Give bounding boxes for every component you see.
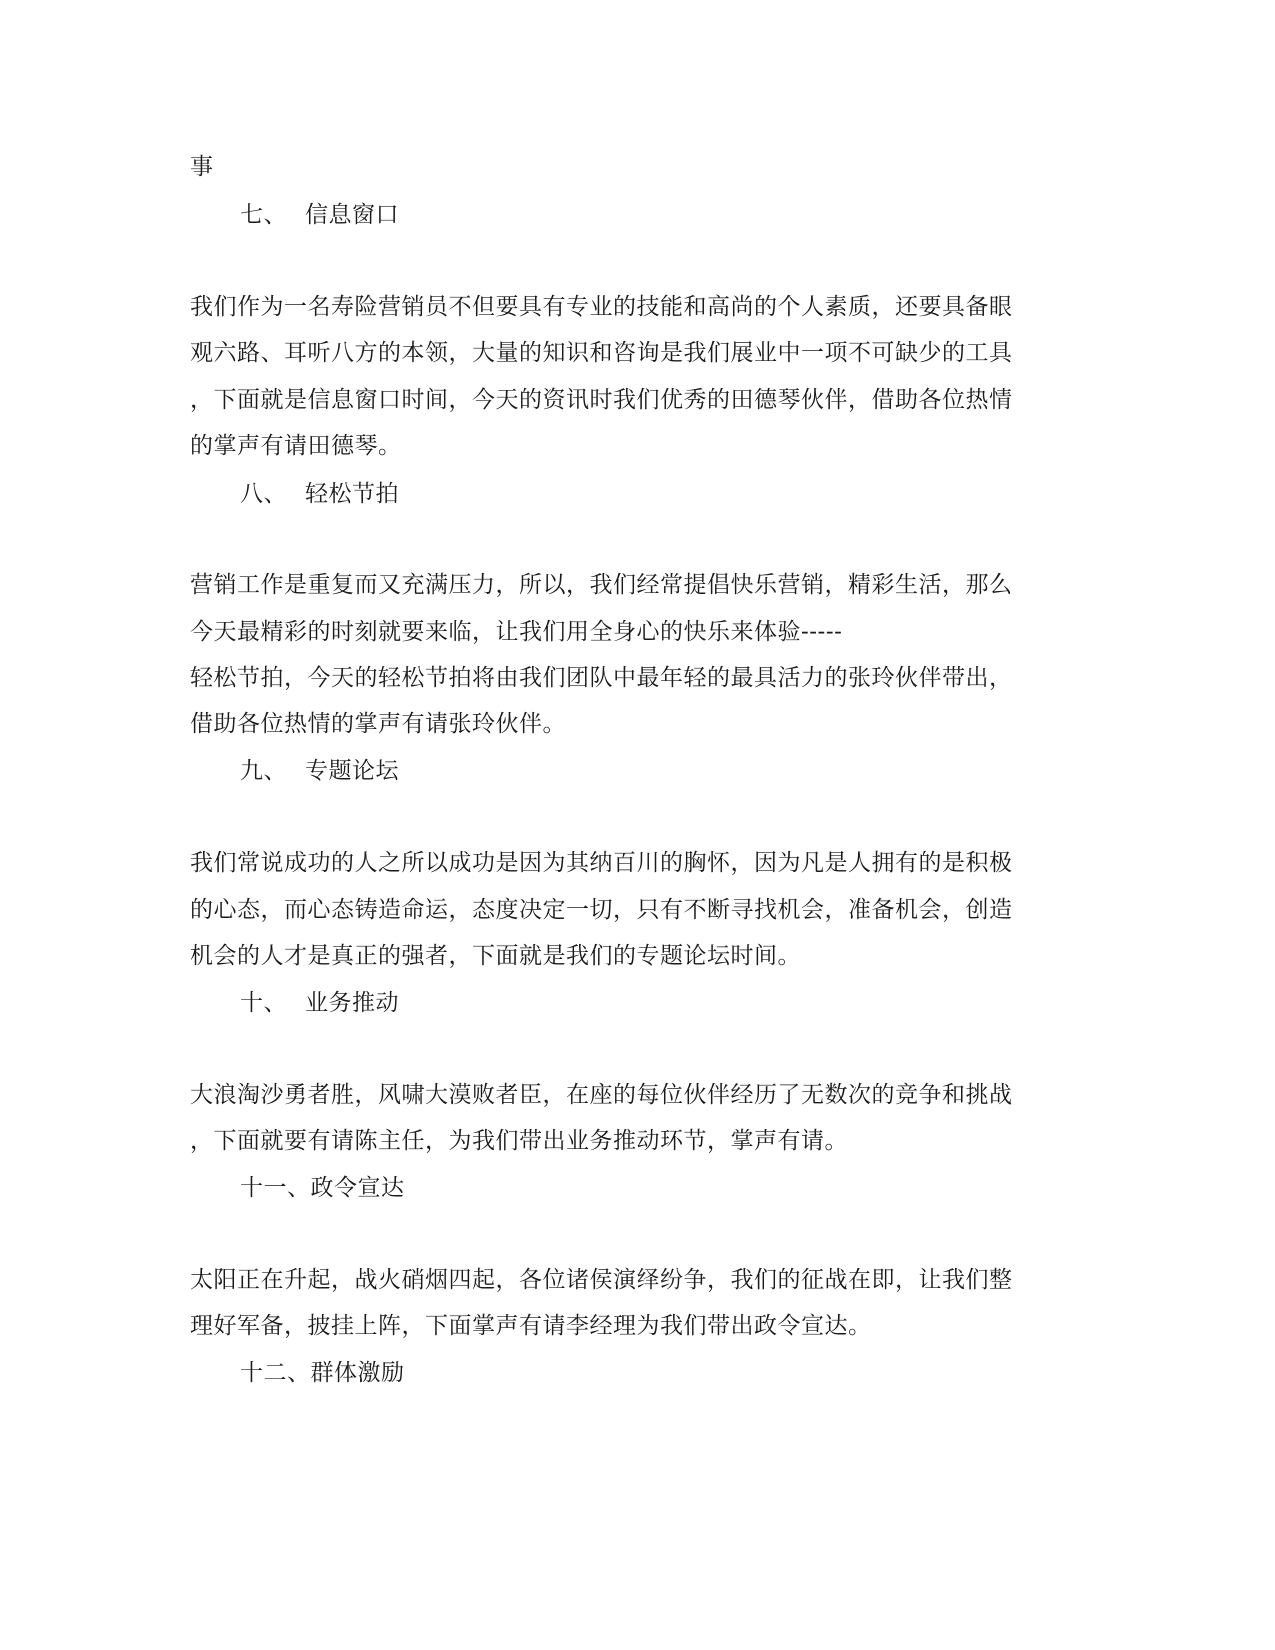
section-number: 八、: [240, 481, 287, 507]
section-heading-8: [240, 479, 399, 509]
text-line: 营销工作是重复而又充满压力，所以，我们经常提倡快乐营销，精彩生活，那么: [190, 572, 1013, 598]
section-heading-7: [240, 200, 399, 230]
section-heading-11: 十一、政令宣达: [240, 1175, 405, 1201]
section-number: 九、: [240, 758, 287, 784]
text-line: 事: [190, 154, 214, 180]
section-title: 业务推动: [305, 990, 399, 1016]
text-line: 大浪淘沙勇者胜，风啸大漠败者臣，在座的每位伙伴经历了无数次的竞争和挑战: [190, 1082, 1013, 1108]
section-title: 轻松节拍: [305, 481, 399, 507]
section-title: 专题论坛: [305, 758, 399, 784]
text-line: 太阳正在升起，战火硝烟四起，各位诸侯演绎纷争，我们的征战在即，让我们整: [190, 1267, 1013, 1293]
section-number: 七、: [240, 202, 287, 228]
text-line: 的心态，而心态铸造命运，态度决定一切，只有不断寻找机会，准备机会，创造: [190, 897, 1013, 923]
text-line: 理好军备，披挂上阵，下面掌声有请李经理为我们带出政令宣达。: [190, 1313, 872, 1339]
text-line: 机会的人才是真正的强者，下面就是我们的专题论坛时间。: [190, 943, 801, 969]
text-line: 观六路、耳听八方的本领，大量的知识和咨询是我们展业中一项不可缺少的工具: [190, 340, 1013, 366]
text-line: 借助各位热情的掌声有请张玲伙伴。: [190, 711, 566, 737]
text-line: 我们常说成功的人之所以成功是因为其纳百川的胸怀，因为凡是人拥有的是积极: [190, 850, 1013, 876]
text-line: 的掌声有请田德琴。: [190, 433, 402, 459]
text-line: 今天最精彩的时刻就要来临，让我们用全身心的快乐来体验-----: [190, 619, 843, 645]
section-number: 十、: [240, 990, 287, 1016]
section-heading-9: [240, 756, 399, 786]
text-line: 轻松节拍，今天的轻松节拍将由我们团队中最年轻的最具活力的张玲伙伴带出，: [190, 665, 1013, 691]
text-line: 我们作为一名寿险营销员不但要具有专业的技能和高尚的个人素质，还要具备眼: [190, 294, 1013, 320]
section-heading-10: [240, 988, 399, 1018]
section-heading-12: 十二、群体激励: [240, 1360, 405, 1386]
text-line: ，下面就要有请陈主任，为我们带出业务推动环节，掌声有请。: [190, 1128, 848, 1154]
section-title: 信息窗口: [305, 202, 399, 228]
text-line: ，下面就是信息窗口时间，今天的资讯时我们优秀的田德琴伙伴，借助各位热情: [190, 387, 1013, 413]
